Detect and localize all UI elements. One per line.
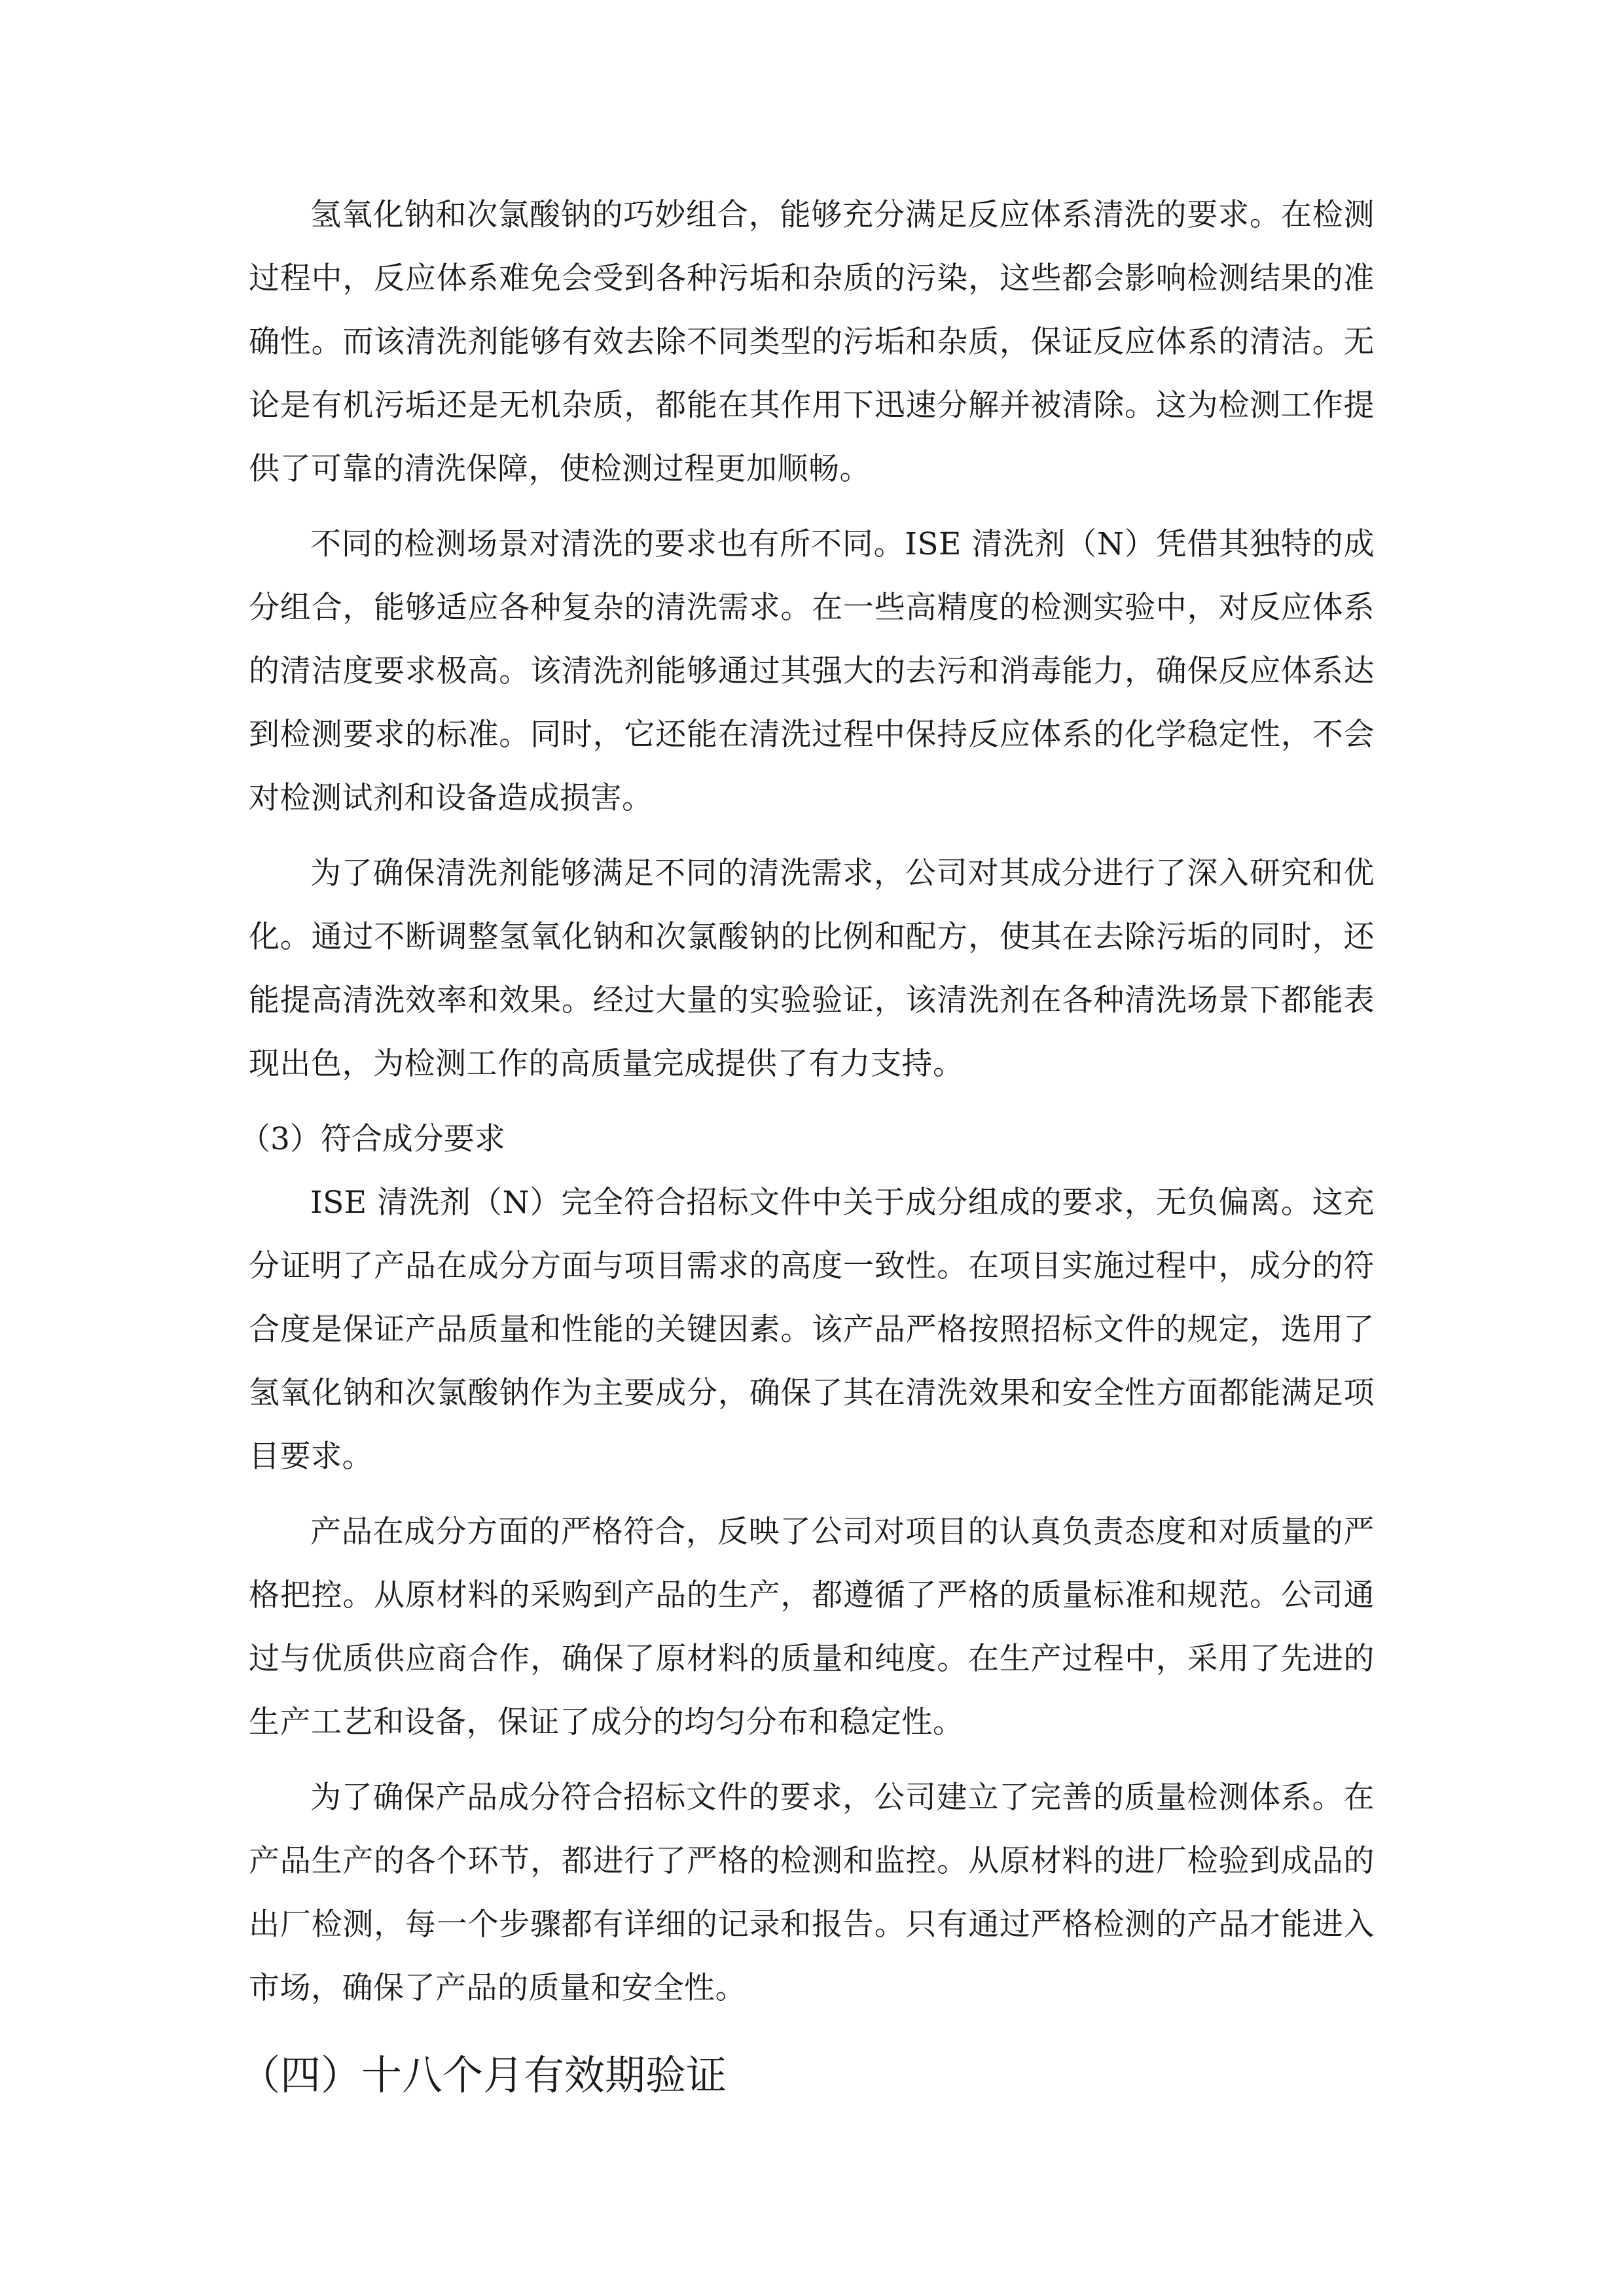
paragraph: 氢氧化钠和次氯酸钠的巧妙组合，能够充分满足反应体系清洗的要求。在检测过程中，反应体系难免会受到各种污垢和杂质的污染，这些都会影响检测结果的准确性。而该清洗剂能够有效去除不同类型的污垢和杂质，保证反应体系的清洁。无论是有机污垢还是无机杂质，都能在其作用下迅速分解并被清除。这为检测工作提供了可靠的清洗保障，使检测过程更加顺畅。 (249, 197, 1375, 487)
document-page (240, 183, 1375, 2111)
section-heading: （四）十八个月有效期验证 (240, 2051, 727, 2099)
paragraph: 不同的检测场景对清洗的要求也有所不同。ISE 清洗剂（N）凭借其独特的成分组合，能够适应各种复杂的清洗需求。在一些高精度的检测实验中，对反应体系的清洁度要求极高。该清洗剂能够通过其强大的去污和消毒能力，确保反应体系达到检测要求的标准。同时，它还能在清洗过程中保持反应体系的化学稳定性，不会对检测试剂和设备造成损害。 (249, 526, 1375, 816)
paragraph: 产品在成分方面的严格符合，反映了公司对项目的认真负责态度和对质量的严格把控。从原材料的采购到产品的生产，都遵循了严格的质量标准和规范。公司通过与优质供应商合作，确保了原材料的质量和纯度。在生产过程中，采用了先进的生产工艺和设备，保证了成分的均匀分布和稳定性。 (249, 1514, 1375, 1740)
paragraph: ISE 清洗剂（N）完全符合招标文件中关于成分组成的要求，无负偏离。这充分证明了产品在成分方面与项目需求的高度一致性。在项目实施过程中，成分的符合度是保证产品质量和性能的关键因素。该产品严格按照招标文件的规定，选用了氢氧化钠和次氯酸钠作为主要成分，确保了其在清洗效果和安全性方面都能满足项目要求。 (249, 1185, 1375, 1475)
paragraph: 为了确保清洗剂能够满足不同的清洗需求，公司对其成分进行了深入研究和优化。通过不断调整氢氧化钠和次氯酸钠的比例和配方，使其在去除污垢的同时，还能提高清洗效率和效果。经过大量的实验验证，该清洗剂在各种清洗场景下都能表现出色，为检测工作的高质量完成提供了有力支持。 (249, 855, 1375, 1082)
paragraph: 为了确保产品成分符合招标文件的要求，公司建立了完善的质量检测体系。在产品生产的各个环节，都进行了严格的检测和监控。从原材料的进厂检验到成品的出厂检测，每一个步骤都有详细的记录和报告。只有通过严格检测的产品才能进入市场，确保了产品的质量和安全性。 (249, 1780, 1375, 2006)
subheading: （3）符合成分要求 (240, 1121, 505, 1157)
